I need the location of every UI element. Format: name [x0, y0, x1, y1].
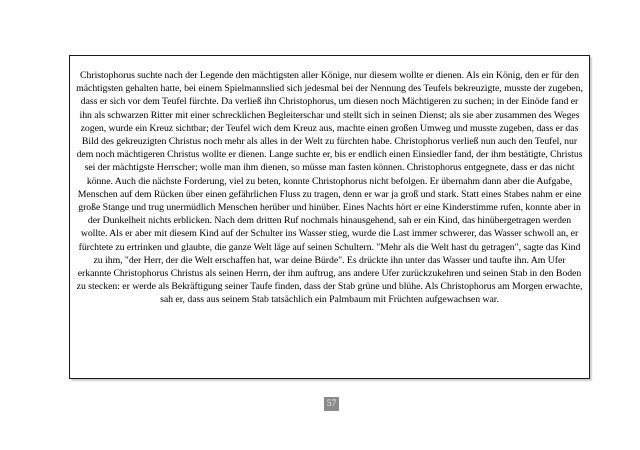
page-number: 57	[324, 397, 339, 411]
text-frame	[69, 55, 590, 379]
body-paragraph: Christophorus suchte nach der Legende den mächtigsten aller Könige, nur diesem wollte er dienen. Als ein König, den er für den mächtigsten gehalten hatte, bei einem Spielmannslied sich jedesmal bei der Nennung des Teufels bekreuzigte, musste der zugeben, dass er sich vor dem Teufel fürchte. Da verließ ihn Christophorus, um diesen noch Mächtigeren zu suchen; in der Einöde fand er ihn als schwarzen Ritter mit einer schrecklichen Begleiterschar und stellt sich in seinen Dienst; als sie aber zusammen des Weges zogen, wurde ein Kreuz sichtbar; der Teufel wich dem Kreuz aus, machte einen großen Umweg und musste zugeben, dass er das Bild des gekreuzigten Christus noch mehr als alles in der Welt zu fürchten habe. Christophorus verließ nun auch den Teufel, nur dem noch mächtigeren Christus wollte er dienen. Lange suchte er, bis er endlich einen Einsiedler fand, der ihm bestätigte, Christus sei der mächtigste Herrscher; wolle man ihm dienen, so müsse man fasten können. Christophorus entgegnete, dass er das nicht könne. Auch die nächste Forderung, viel zu beten, konnte Christophorus nicht befolgen. Er übernahm dann aber die Aufgabe, Menschen auf dem Rücken über einen gefährlichen Fluss zu tragen, denn er war ja groß und stark. Statt eines Stabes nahm er eine große Stange und trug unermüdlich Menschen herüber und hinüber. Eines Nachts hört er eine Kinderstimme rufen, konnte aber in der Dunkelheit nichts erblicken. Nach dem dritten Ruf nochmals hinausgehend, sah er ein Kind, das hinübergetragen werden wollte. Als er aber mit diesem Kind auf der Schulter ins Wasser stieg, wurde die Last immer schwerer, das Wasser schwoll an, er fürchtete zu ertrinken und glaubte, die ganze Welt läge auf seinen Schultern. "Mehr als die Welt hast du getragen", sagte das Kind zu ihm, "der Herr, der die Welt erschaffen hat, war deine Bürde". Es drückte ihn unter das Wasser und taufte ihn. Am Ufer erkannte Christophorus Christus als seinen Herrn, der ihm auftrug, ans andere Ufer zurückzukehren und seinen Stab in den Boden zu stecken: er werde als Bekräftigung seiner Taufe finden, dass der Stab grüne und blühe. Als Christophorus am Morgen erwachte, sah er, dass aus seinem Stab tatsächlich ein Palmbaum mit Früchten aufgewachsen war.	[76, 70, 583, 306]
